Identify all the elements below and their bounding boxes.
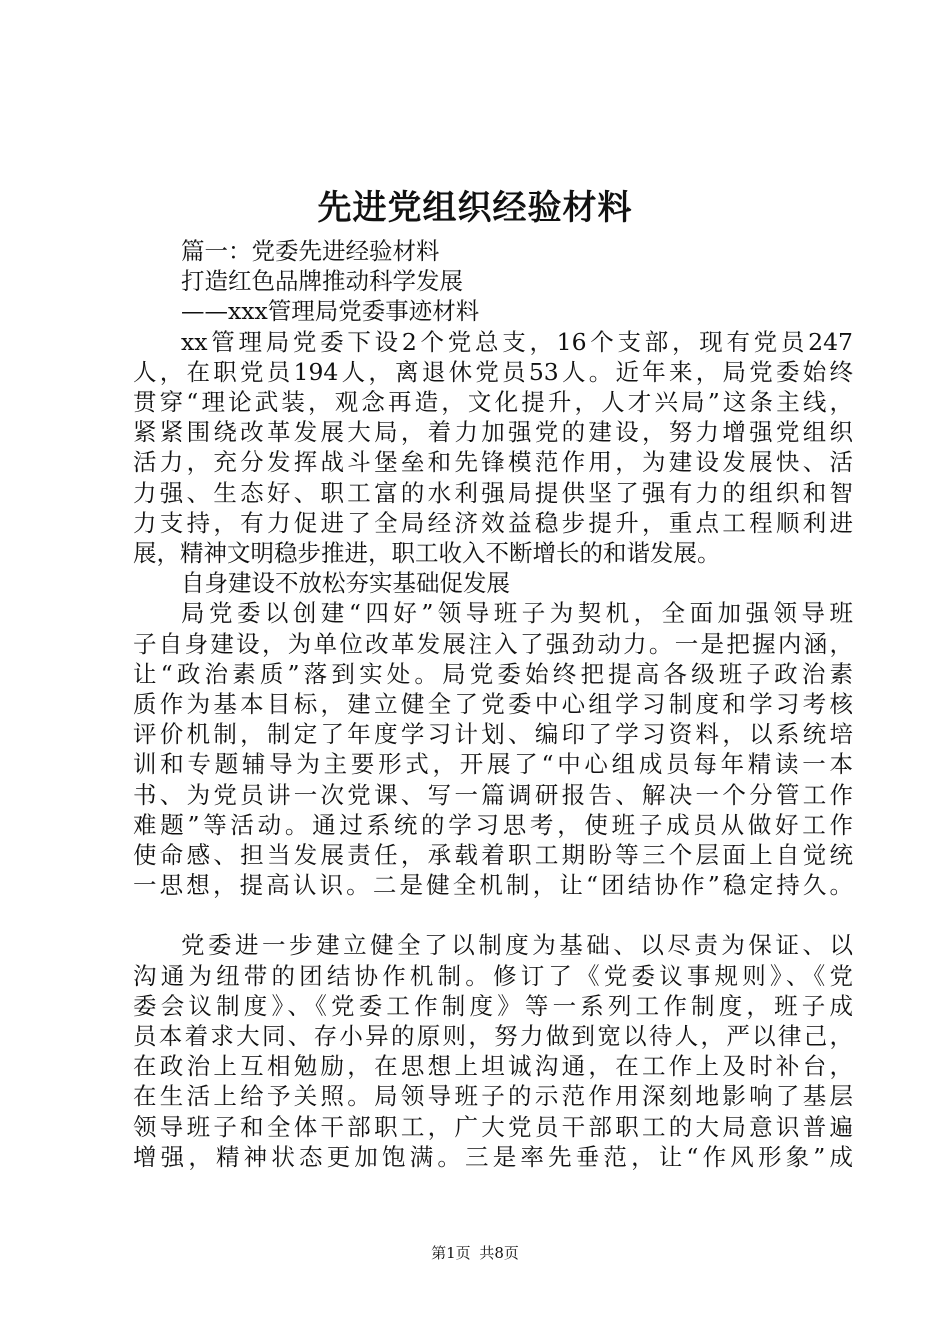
paragraph-line: 沟通为纽带的团结协作机制。修订了《党委议事规则》、《党 <box>133 961 853 990</box>
section-heading: 篇一：党委先进经验材料 <box>181 237 440 265</box>
paragraph-line: 贯穿“理论武装，观念再造，文化提升，人才兴局”这条主线， <box>133 388 853 417</box>
paragraph-line: 领导班子和全体干部职工，广大党员干部职工的大局意识普遍 <box>133 1112 853 1141</box>
paragraph-line: 难题”等活动。通过系统的学习思考，使班子成员从做好工作 <box>133 810 853 839</box>
page-total: 共8页 <box>479 1244 519 1262</box>
paragraph-line: 质作为基本目标，建立健全了党委中心组学习制度和学习考核 <box>133 690 853 719</box>
article-title: 打造红色品牌推动科学发展 <box>181 267 463 296</box>
paragraph-line: 使命感、担当发展责任，承载着职工期盼等三个层面上自觉统 <box>133 841 853 870</box>
paragraph-line: 在政治上互相勉励，在思想上坦诚沟通，在工作上及时补台， <box>133 1052 853 1081</box>
paragraph-line: 子自身建设，为单位改革发展注入了强劲动力。一是把握内涵， <box>133 629 853 658</box>
paragraph-line: 党委进一步建立健全了以制度为基础、以尽责为保证、以 <box>181 931 853 960</box>
paragraph-line: 评价机制，制定了年度学习计划、编印了学习资料，以系统培 <box>133 720 853 749</box>
page-number: 第1页 <box>431 1244 471 1262</box>
paragraph-line: 局党委以创建“四好”领导班子为契机，全面加强领导班 <box>181 599 853 628</box>
paragraph-line: 员本着求大同、存小异的原则，努力做到宽以待人，严以律己， <box>133 1022 853 1051</box>
paragraph-line: 委会议制度》、《党委工作制度》等一系列工作制度，班子成 <box>133 991 853 1020</box>
document-title: 先进党组织经验材料 <box>317 188 633 228</box>
paragraph-line: 力强、生态好、职工富的水利强局提供坚了强有力的组织和智 <box>133 478 853 507</box>
paragraph-line: 增强，精神状态更加饱满。三是率先垂范，让“作风形象”成 <box>133 1142 853 1171</box>
paragraph-line: 一思想，提高认识。二是健全机制，让“团结协作”稳定持久。 <box>133 871 853 900</box>
paragraph-line: 让“政治素质”落到实处。局党委始终把提高各级班子政治素 <box>133 659 853 688</box>
subsection-heading: 自身建设不放松夯实基础促发展 <box>181 569 510 598</box>
paragraph-line: xx管理局党委下设2个党总支，16个支部，现有党员247 <box>181 327 853 356</box>
page-footer <box>0 1243 950 1263</box>
paragraph-line: 训和专题辅导为主要形式，开展了“中心组成员每年精读一本 <box>133 750 853 779</box>
paragraph-line: 紧紧围绕改革发展大局，着力加强党的建设，努力增强党组织 <box>133 418 853 447</box>
document-body <box>133 236 853 1172</box>
paragraph-line: 力支持，有力促进了全局经济效益稳步提升，重点工程顺利进 <box>133 508 853 537</box>
paragraph-line: 展，精神文明稳步推进，职工收入不断增长的和谐发展。 <box>133 539 721 568</box>
paragraph-line: 人，在职党员194人，离退休党员53人。近年来，局党委始终 <box>133 357 853 386</box>
paragraph-line: 在生活上给予关照。局领导班子的示范作用深刻地影响了基层 <box>133 1082 853 1111</box>
paragraph-line: 书、为党员讲一次党课、写一篇调研报告、解决一个分管工作 <box>133 780 853 809</box>
paragraph-line: 活力，充分发挥战斗堡垒和先锋模范作用，为建设发展快、活 <box>133 448 853 477</box>
paragraph-gap <box>133 900 853 930</box>
article-subtitle: ——xxx管理局党委事迹材料 <box>181 297 480 326</box>
